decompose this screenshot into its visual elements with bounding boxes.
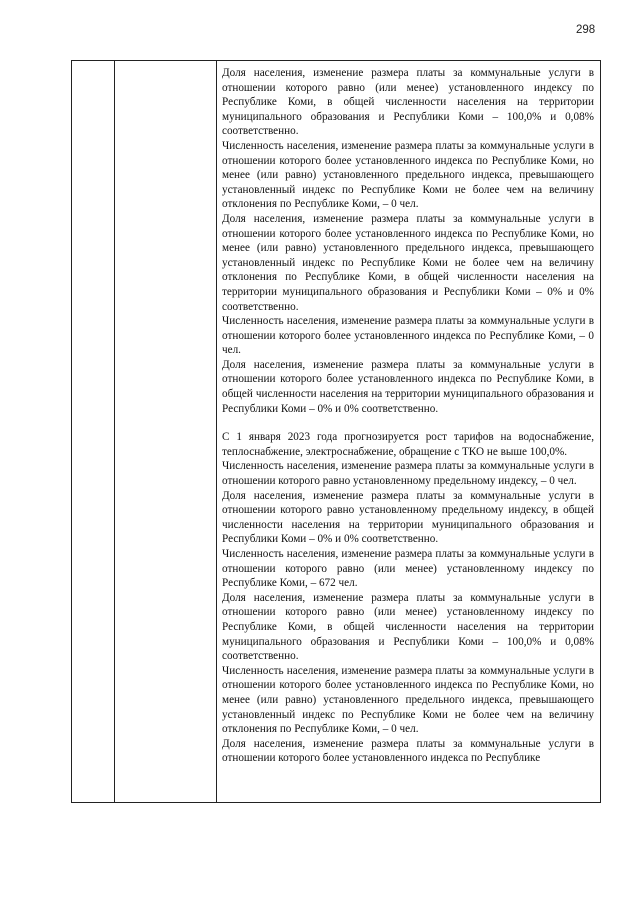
document-table [71, 60, 601, 803]
paragraph: Доля населения, изменение размера платы за коммунальные услуги в отношении которого равно (или менее) установленному индексу по Республике Коми, в общей численности населения на территории муниципального образования и Республики Коми – 100,0% и 0,08% соответственно. [222, 591, 594, 663]
paragraph: Численность населения, изменение размера платы за коммунальные услуги в отношении которого равно (или менее) установленному индексу по Республике Коми, – 672 чел. [222, 548, 594, 590]
table-row [72, 61, 601, 803]
paragraph: С 1 января 2023 года прогнозируется рост тарифов на водоснабжение, теплоснабжение, электроснабжение, обращение с ТКО не выше 100,0%. [222, 431, 594, 458]
paragraph: Численность населения, изменение размера платы за коммунальные услуги в отношении которого более установленного индекса по Республике Коми, но менее (или равно) установленного предельного индекса, превышающего установленный индекс по Республике Коми не более чем на величину отклонения по Республике Коми, – 0 чел. [222, 139, 594, 211]
table-cell-index [72, 61, 115, 803]
paragraph: Доля населения, изменение размера платы за коммунальные услуги в отношении которого более установленного индекса по Республике Коми, но менее (или равно) установленного предельного индекса, превышающего установленный индекс по Республике Коми не более чем на величину отклонения по Республике Коми, в общей численности населения на территории муниципального образования и Республики Коми – 0% и 0% соответственно. [222, 212, 594, 313]
paragraph: Доля населения, изменение размера платы за коммунальные услуги в отношении которого более установленного индекса по Республике [222, 737, 594, 765]
paragraph: Доля населения, изменение размера платы за коммунальные услуги в отношении которого равно установленному предельному индексу, в общей численности населения на территории муниципального образования и Республики Коми – 0% и 0% соответственно. [222, 489, 594, 546]
paragraph: Доля населения, изменение размера платы за коммунальные услуги в отношении которого более установленного индекса по Республике Коми, в общей численности населения на территории муниципального образования и Республики Коми – 0% и 0% соответственно. [222, 358, 594, 415]
table-cell-name [115, 61, 217, 803]
paragraph: Доля населения, изменение размера платы за коммунальные услуги в отношении которого равно (или менее) установленного индексу по Республике Коми, в общей численности населения на территории муниципального образования и Республики Коми – 100,0% и 0,08% соответственно. [222, 67, 594, 138]
cell-text-block [217, 61, 600, 766]
table-cell-content [217, 61, 601, 803]
paragraph: Численность населения, изменение размера платы за коммунальные услуги в отношении которого более установленного индекса по Республике Коми, но менее (или равно) установленного предельного индекса, превышающего установленный индекс по Республике Коми не более чем на величину отклонения по Республике Коми, – 0 чел. [222, 664, 594, 736]
paragraph: Численность населения, изменение размера платы за коммунальные услуги в отношении которого более установленного индекса по Республике Коми, – 0 чел. [222, 315, 594, 357]
page-number: 298 [576, 24, 596, 36]
paragraph: Численность населения, изменение размера платы за коммунальные услуги в отношении которого равно установленному предельному индексу, – 0 чел. [222, 460, 594, 488]
